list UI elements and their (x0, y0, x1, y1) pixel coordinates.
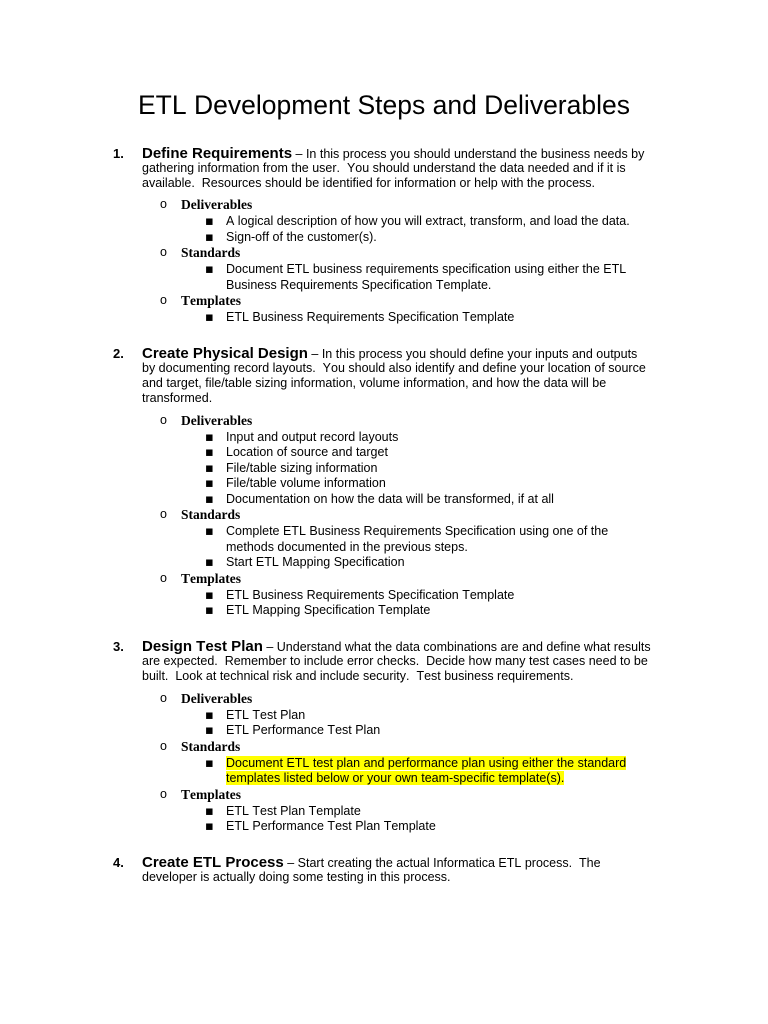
document-body (113, 144, 652, 906)
list-item (205, 214, 652, 230)
subsection-label: Templates (181, 293, 241, 308)
list-item (205, 491, 652, 508)
item-list (205, 524, 652, 571)
list-item (205, 603, 652, 619)
section-text-line: developer is actually doing some testing in this process. (142, 870, 451, 884)
list-item-text: ETL Performance Test Plan Template (226, 819, 436, 833)
subsection-label: Deliverables (181, 197, 253, 212)
section-text: – Start creating the actual Informatica ETL process. The (287, 856, 601, 870)
bullet-square-icon: ▪ (205, 819, 214, 834)
list-item (205, 587, 652, 604)
section-text-line (142, 855, 652, 870)
list-item (205, 429, 652, 446)
section-heading: Design Test Plan (142, 638, 263, 655)
list-item (205, 723, 652, 739)
bullet-square-icon: ▪ (205, 803, 214, 819)
list-item-text: Complete ETL Business Requirements Specification using one of the methods documented in the previous steps. (226, 524, 609, 554)
bullet-circle-icon: o (160, 690, 167, 705)
item-list (205, 707, 652, 739)
list-item-text: ETL Business Requirements Specification Template (226, 310, 515, 324)
bullet-square-icon: ▪ (205, 460, 214, 476)
list-item (205, 555, 652, 571)
list-item-text: ETL Business Requirements Specification Template (226, 587, 515, 602)
section-text: – In this process you should define your inputs and outputs (311, 347, 638, 361)
bullet-square-icon: ▪ (205, 555, 214, 570)
list-item-text: File/table sizing information (226, 460, 378, 475)
subsection-label: Templates (181, 786, 241, 802)
bullet-circle-icon: o (160, 738, 167, 753)
subsection-deliverables (142, 413, 652, 508)
list-item-text: ETL Performance Test Plan (226, 723, 381, 737)
subsection-label: Standards (181, 245, 241, 260)
subsection-label: Deliverables (181, 412, 253, 428)
bullet-square-icon: ▪ (205, 603, 214, 618)
subsection-standards (142, 739, 652, 787)
list-item (205, 755, 652, 787)
bullet-circle-icon: o (160, 507, 167, 521)
section-text-line (142, 346, 652, 361)
list-item (205, 262, 652, 293)
section-define-requirements (113, 144, 652, 326)
list-item (205, 524, 652, 555)
section-text-line (142, 146, 652, 161)
subsection-label: Deliverables (181, 690, 253, 706)
list-item-text: A logical description of how you will extract, transform, and load the data. (226, 214, 630, 228)
bullet-circle-icon: o (160, 412, 167, 427)
list-item-text: ETL Mapping Specification Template (226, 603, 431, 617)
list-item-text: Documentation on how the data will be transformed, if at all (226, 491, 554, 506)
item-list (205, 262, 652, 293)
section-create-etl-process (113, 854, 652, 885)
bullet-square-icon: ▪ (205, 723, 214, 738)
list-item-text: ETL Test Plan (226, 707, 306, 722)
bullet-circle-icon: o (160, 786, 167, 801)
subsection-label: Standards (181, 738, 241, 754)
bullet-square-icon: ▪ (205, 262, 214, 277)
list-item (205, 229, 652, 246)
subsection-templates (142, 571, 652, 619)
item-list (205, 587, 652, 619)
bullet-square-icon: ▪ (205, 707, 214, 723)
list-item (205, 803, 652, 820)
bullet-square-icon: ▪ (205, 229, 214, 245)
bullet-circle-icon: o (160, 197, 167, 211)
section-text: – In this process you should understand the business needs by (295, 146, 645, 161)
section-number: 3. (113, 639, 124, 654)
subsection-deliverables (142, 691, 652, 739)
section-number: 1. (113, 145, 124, 161)
list-item (205, 707, 652, 724)
section-text-line: transformed. (142, 391, 213, 405)
section-number: 4. (113, 855, 124, 870)
section-text-line: and target, file/table sizing information, volume information, and how the data will be (142, 376, 607, 390)
item-list (205, 429, 652, 508)
item-list (205, 214, 652, 245)
list-item (205, 310, 652, 326)
section-heading: Create Physical Design (142, 345, 308, 362)
subsection-label: Templates (181, 570, 241, 586)
bullet-square-icon: ▪ (205, 587, 214, 603)
bullet-square-icon: ▪ (205, 429, 214, 445)
section-text-line (142, 639, 652, 654)
section-text-line: are expected. Remember to include error checks. Decide how many test cases need to be (142, 654, 648, 668)
section-heading: Define Requirements (142, 144, 293, 162)
subsection-list (142, 197, 652, 326)
bullet-circle-icon: o (160, 293, 167, 307)
section-text-line: built. Look at technical risk and include security. Test business requirements. (142, 669, 574, 683)
list-item-text: Input and output record layouts (226, 429, 399, 444)
item-list (205, 803, 652, 835)
subsection-standards (142, 245, 652, 293)
item-list (205, 755, 652, 787)
subsection-deliverables (142, 197, 652, 245)
bullet-square-icon: ▪ (205, 445, 214, 460)
list-item (205, 460, 652, 477)
list-item-text: Location of source and target (226, 445, 388, 459)
list-item (205, 445, 652, 461)
section-text-line: available. Resources should be identified for information or help with the process. (142, 175, 596, 190)
section-number: 2. (113, 346, 124, 361)
subsection-label: Standards (181, 507, 241, 522)
list-item-text: ETL Test Plan Template (226, 803, 361, 818)
section-text-line: by documenting record layouts. You should also identify and define your location of source (142, 361, 646, 375)
bullet-square-icon: ▪ (205, 491, 214, 507)
bullet-square-icon: ▪ (205, 755, 214, 771)
subsection-standards (142, 507, 652, 571)
list-item-text: Start ETL Mapping Specification (226, 555, 405, 569)
section-design-test-plan (113, 638, 652, 835)
bullet-square-icon: ▪ (205, 214, 214, 229)
list-item (205, 476, 652, 492)
section-text: – Understand what the data combinations are and define what results (266, 640, 651, 654)
page-title: ETL Development Steps and Deliverables (138, 90, 630, 120)
subsection-templates (142, 787, 652, 835)
list-item (205, 819, 652, 835)
section-text-line: gathering information from the user. You should understand the data needed and if it is (142, 160, 626, 175)
list-item-text: File/table volume information (226, 476, 386, 490)
subsection-templates (142, 293, 652, 326)
subsection-list (142, 691, 652, 835)
section-heading: Create ETL Process (142, 854, 284, 871)
section-create-physical-design (113, 345, 652, 619)
list-item-text: Document ETL business requirements specification using either the ETL Business Requirements Specification Template. (226, 262, 627, 292)
bullet-square-icon: ▪ (205, 524, 214, 539)
subsection-list (142, 413, 652, 619)
bullet-square-icon: ▪ (205, 476, 214, 491)
bullet-circle-icon: o (160, 570, 167, 585)
list-item-text: Sign-off of the customer(s). (226, 229, 377, 244)
bullet-square-icon: ▪ (205, 310, 214, 325)
highlighted-list-item-text: Document ETL test plan and performance plan using either the standard templates listed below or your own team-specific template(s). (226, 755, 627, 785)
item-list (205, 310, 652, 326)
bullet-circle-icon: o (160, 245, 167, 259)
